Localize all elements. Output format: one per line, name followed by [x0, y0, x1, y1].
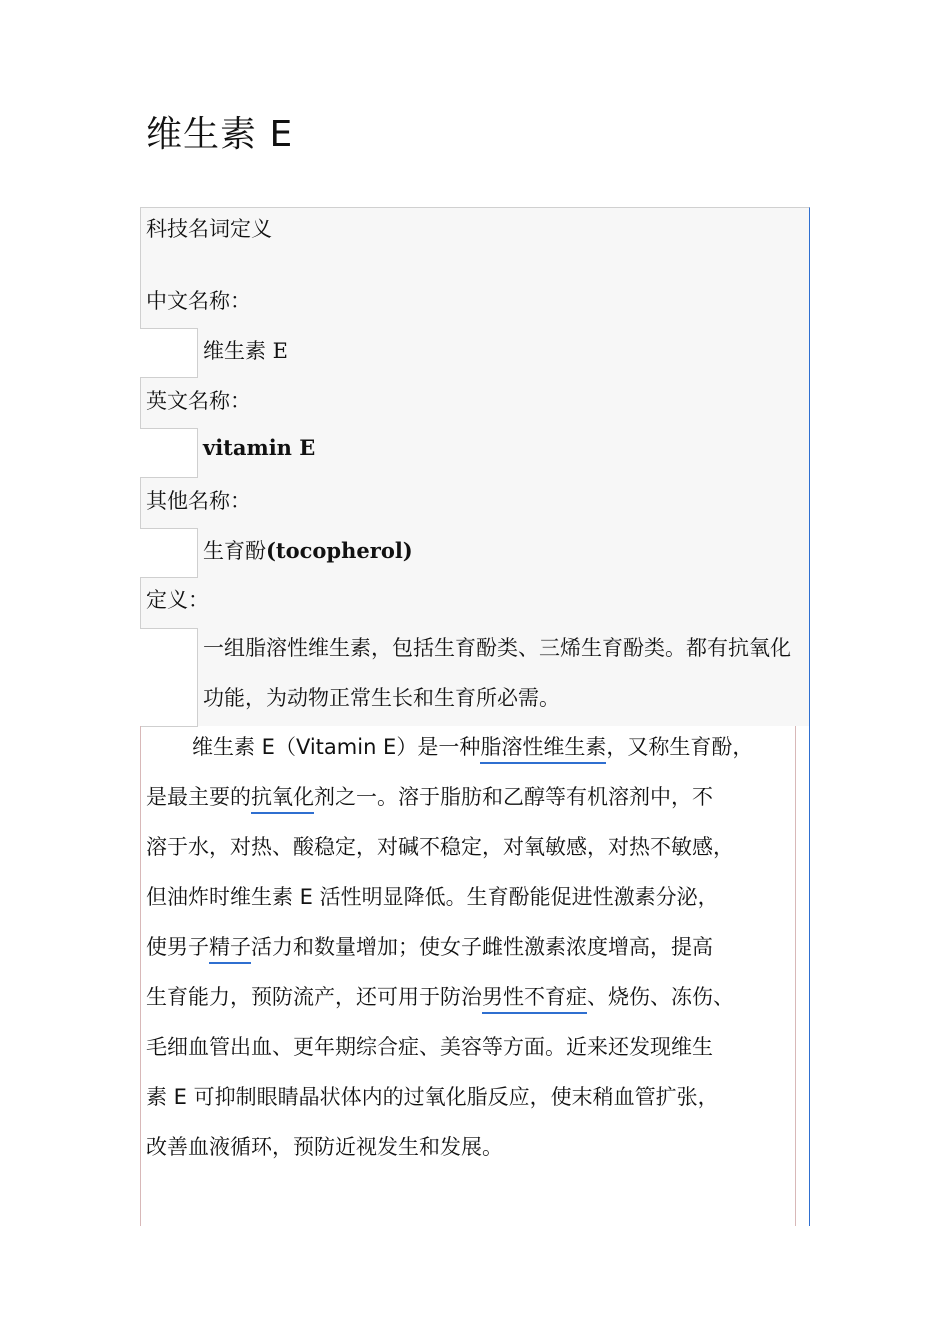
- indent-cell: [140, 628, 198, 727]
- english-name-value: [203, 435, 315, 460]
- body-text: 维生素 E（Vitamin E）是一种: [192, 735, 481, 759]
- english-name-text: vitamin E: [203, 435, 316, 460]
- body-text: ，又称生育酚，: [606, 735, 754, 759]
- term-box-heading: 科技名词定义: [146, 217, 272, 241]
- link-sperm[interactable]: 精子: [209, 935, 251, 964]
- body-text: 剂之一。溶于脂肪和乙醇等有机溶剂中，不: [314, 785, 713, 809]
- indent-cell: [140, 528, 198, 578]
- body-text: 是最主要的: [146, 785, 251, 809]
- right-margin-line: [809, 726, 810, 1226]
- indent-cell: [140, 428, 198, 478]
- link-fat-soluble-vitamin[interactable]: 脂溶性维生素: [480, 735, 606, 764]
- other-name-cn: 生育酚: [203, 539, 266, 563]
- english-name-label: 英文名称：: [146, 389, 251, 413]
- other-name-label: 其他名称：: [146, 489, 251, 513]
- body-line: 毛细血管出血、更年期综合症、美容等方面。近来还发现维生: [146, 1035, 713, 1059]
- page-title: 维生素 E: [146, 114, 294, 155]
- chinese-name-label: 中文名称：: [146, 289, 251, 313]
- body-line: 改善血液循环，预防近视发生和发展。: [146, 1135, 503, 1159]
- definition-text: 一组脂溶性维生素，包括生育酚类、三烯生育酚类。都有抗氧化功能，为动物正常生长和生育所必需。: [203, 636, 791, 710]
- body-text: 、烧伤、冻伤、: [587, 985, 734, 1009]
- indent-cell: [140, 328, 198, 378]
- body-paragraph: [146, 722, 794, 1172]
- body-line: [146, 922, 794, 972]
- chinese-name-value: 维生素 E: [203, 339, 289, 363]
- other-name-value: [203, 535, 413, 565]
- definition-label: 定义：: [146, 588, 209, 612]
- body-line: 素 E 可抑制眼睛晶状体内的过氧化脂反应，使末稍血管扩张，: [146, 1085, 719, 1109]
- body-line: [146, 772, 794, 822]
- other-name-en: (tocopherol): [266, 538, 413, 563]
- body-line: 但油炸时维生素 E 活性明显降低。生育酚能促进性激素分泌，: [146, 885, 719, 909]
- body-line: 溶于水，对热、酸稳定，对碱不稳定，对氧敏感，对热不敏感，: [146, 835, 734, 859]
- body-line: [146, 972, 794, 1022]
- body-text: 生育能力，预防流产，还可用于防治: [146, 985, 482, 1009]
- body-line: [146, 722, 794, 772]
- body-text: 使男子: [146, 935, 209, 959]
- link-male-infertility[interactable]: 男性不育症: [482, 985, 587, 1014]
- body-text: 活力和数量增加；使女子雌性激素浓度增高，提高: [251, 935, 713, 959]
- term-definition-box: [140, 207, 810, 726]
- link-antioxidant[interactable]: 抗氧化: [251, 785, 314, 814]
